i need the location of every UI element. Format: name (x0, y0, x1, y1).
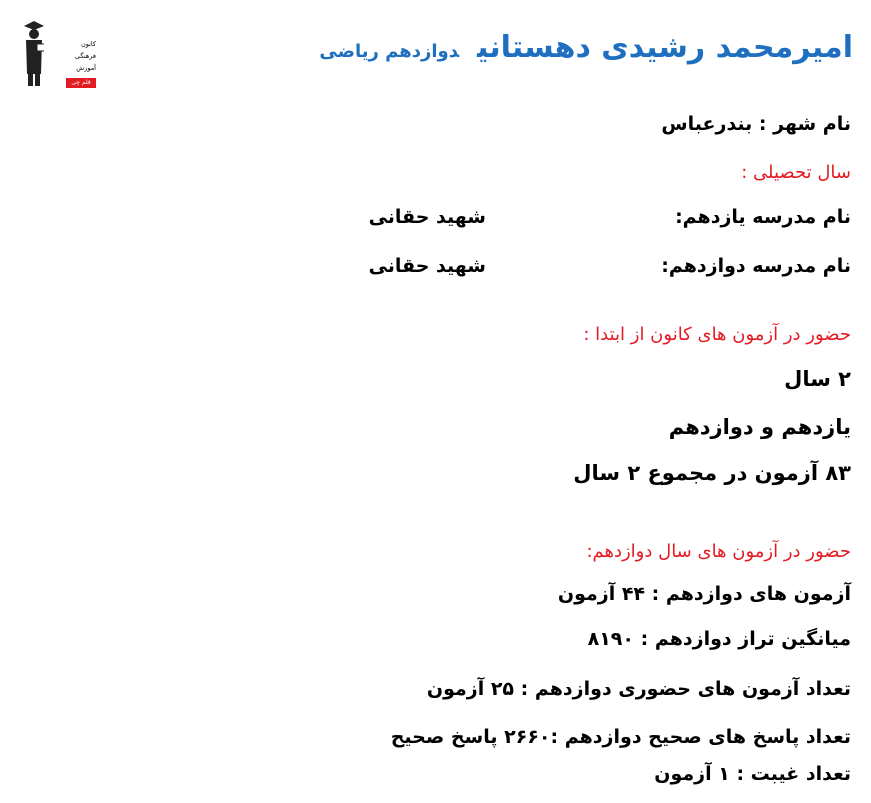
grade12-avg-score-line: میانگین تراز دوازدهم : ۸۱۹۰ (587, 628, 851, 650)
since-start-heading: حضور در آزمون های کانون از ابتدا : (583, 324, 851, 345)
student-name: امیرمحمد رشیدی دهستانی (477, 30, 853, 65)
total-exams-line: ۸۳ آزمون در مجموع ۲ سال (573, 461, 851, 485)
logo-line-2: فرهنگی (74, 52, 96, 60)
grades-line: یازدهم و دوازدهم (668, 415, 851, 439)
school11-label: نام مدرسه یازدهم: (675, 206, 851, 228)
grade12-absences-line: تعداد غیبت : ۱ آزمون (654, 763, 851, 785)
kanoon-logo (22, 18, 96, 90)
grade12-in-person-line: تعداد آزمون های حضوری دوازدهم : ۲۵ آزمون (426, 678, 851, 700)
page-title (319, 30, 853, 65)
grade12-correct-line: تعداد پاسخ های صحیح دوازدهم :۲۶۶۰ پاسخ صحیح (390, 726, 851, 748)
city-line: نام شهر : بندرعباس (661, 113, 851, 135)
school12-label: نام مدرسه دوازدهم: (661, 255, 851, 277)
graduate-figure-icon (22, 18, 44, 88)
grade12-heading: حضور در آزمون های سال دوازدهم: (586, 541, 851, 562)
student-field: دوازدهم ریاضی (319, 41, 460, 62)
academic-year-label: سال تحصیلی : (741, 162, 851, 183)
logo-line-1: کانون (80, 40, 96, 48)
logo-tag: قلم چی (66, 78, 96, 88)
logo-line-3: آموزش (76, 64, 96, 72)
grade12-exams-line: آزمون های دوازدهم : ۴۴ آزمون (557, 583, 851, 605)
school12-value: شهید حقانی (368, 255, 486, 277)
years-line: ۲ سال (784, 367, 851, 391)
school11-value: شهید حقانی (368, 206, 486, 228)
